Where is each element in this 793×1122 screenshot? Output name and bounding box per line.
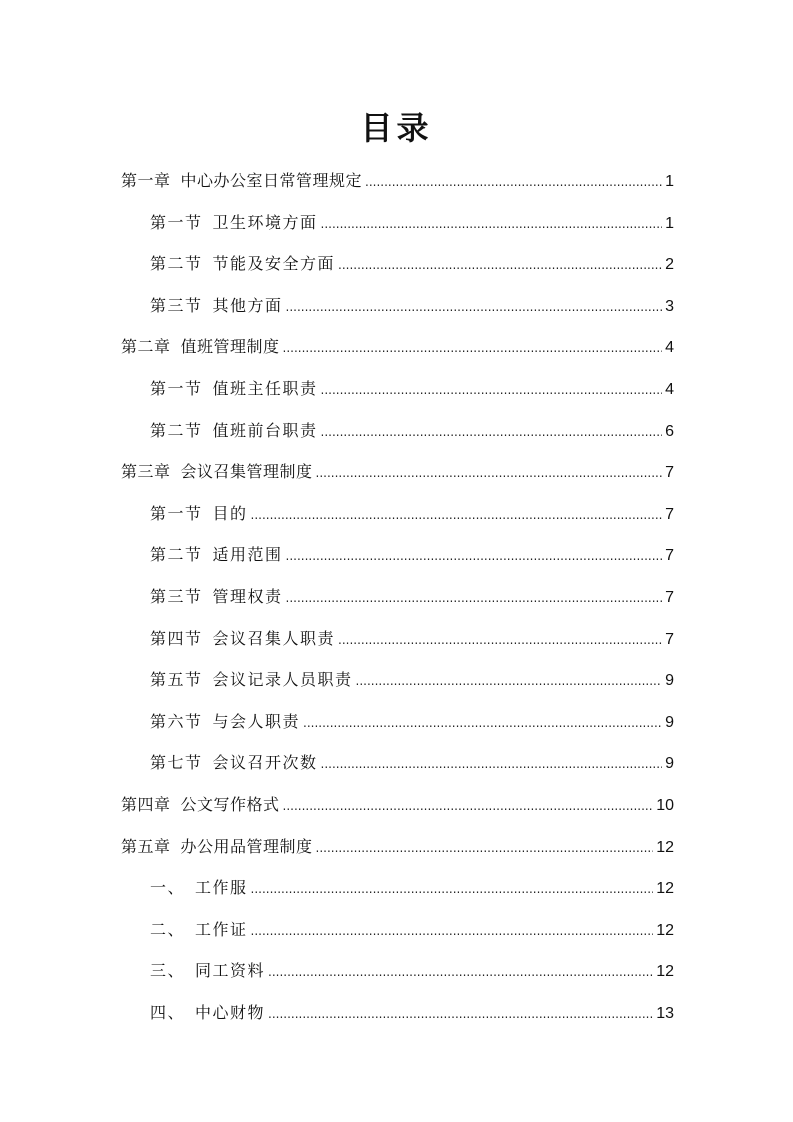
toc-page-number: 12 <box>656 838 674 856</box>
dot-leader <box>251 500 663 530</box>
toc-section-entry[interactable] <box>121 624 674 666</box>
toc-entry-number: 第三节 <box>150 586 203 606</box>
toc-entry-label <box>150 748 318 778</box>
toc-page-number: 9 <box>665 755 674 773</box>
toc-section-entry[interactable] <box>121 956 674 998</box>
toc-entry-text: 节能及安全方面 <box>212 254 336 274</box>
toc-entry-number: 第二节 <box>150 420 203 440</box>
dot-leader <box>286 292 663 322</box>
toc-section-entry[interactable] <box>121 915 674 957</box>
toc-entry-text: 管理权责 <box>212 586 283 606</box>
toc-entry-number: 第四章 <box>121 794 171 814</box>
toc-page-number: 1 <box>665 173 674 190</box>
toc-section-entry[interactable] <box>121 998 674 1040</box>
toc-entry-label <box>150 998 265 1028</box>
toc-entry-number: 第七节 <box>150 753 203 773</box>
toc-entry-text: 会议召集人职责 <box>212 628 336 648</box>
toc-section-entry[interactable] <box>121 208 674 250</box>
toc-entry-number: 第一章 <box>121 171 171 190</box>
toc-entry-number: 三、 <box>150 961 186 981</box>
dot-leader <box>321 749 663 779</box>
toc-entry-number: 第五节 <box>150 670 203 690</box>
dot-leader <box>356 666 663 696</box>
dot-leader <box>251 916 654 946</box>
toc-chapter-entry[interactable] <box>121 832 674 874</box>
toc-entry-number: 第三章 <box>121 462 171 482</box>
toc-section-entry[interactable] <box>121 707 674 749</box>
dot-leader <box>303 708 662 738</box>
toc-section-entry[interactable] <box>121 540 674 582</box>
toc-page-number: 12 <box>656 921 674 939</box>
dot-leader <box>338 625 662 655</box>
toc-entry-label <box>150 416 318 446</box>
toc-page-number: 9 <box>665 713 674 731</box>
toc-entry-label <box>150 499 248 529</box>
toc-entry-label <box>150 291 283 321</box>
toc-entry-text: 会议召开次数 <box>212 753 318 773</box>
toc-section-entry[interactable] <box>121 665 674 707</box>
toc-entry-label <box>121 790 280 820</box>
toc-entry-number: 第四节 <box>150 628 203 648</box>
toc-page-number: 6 <box>665 422 674 440</box>
toc-entry-number: 二、 <box>150 919 186 939</box>
toc-entry-text: 适用范围 <box>212 545 283 565</box>
toc-entry-label <box>150 915 248 945</box>
toc-chapter-entry[interactable] <box>121 790 674 832</box>
toc-title: 目录 <box>360 109 433 147</box>
toc-entry-label <box>150 249 335 279</box>
toc-page-number: 1 <box>665 214 674 232</box>
toc-list <box>121 166 674 1039</box>
toc-page-number: 2 <box>665 256 674 274</box>
dot-leader <box>321 375 663 405</box>
toc-entry-label <box>150 208 318 238</box>
toc-entry-label <box>121 832 313 862</box>
toc-page-number: 7 <box>665 547 674 565</box>
toc-entry-text: 值班前台职责 <box>212 420 318 440</box>
dot-leader <box>286 583 663 613</box>
toc-entry-number: 第二节 <box>150 545 203 565</box>
toc-entry-text: 工作服 <box>195 878 248 898</box>
toc-entry-number: 四、 <box>150 1002 186 1022</box>
toc-entry-text: 目的 <box>212 503 248 523</box>
toc-section-entry[interactable] <box>121 374 674 416</box>
toc-section-entry[interactable] <box>121 416 674 458</box>
toc-entry-text: 卫生环境方面 <box>212 212 318 232</box>
toc-entry-text: 工作证 <box>195 919 248 939</box>
toc-page-number: 7 <box>665 505 674 523</box>
toc-section-entry[interactable] <box>121 582 674 624</box>
toc-entry-text: 同工资料 <box>195 961 266 981</box>
toc-chapter-entry[interactable] <box>121 332 674 374</box>
toc-entry-text: 值班主任职责 <box>212 378 318 398</box>
toc-entry-label <box>121 332 280 362</box>
toc-page-number: 9 <box>665 672 674 690</box>
toc-entry-label <box>121 166 362 196</box>
toc-entry-label <box>150 956 265 986</box>
toc-entry-label <box>121 457 313 487</box>
toc-section-entry[interactable] <box>121 748 674 790</box>
toc-entry-label <box>150 624 335 654</box>
toc-entry-number: 第二章 <box>121 337 171 357</box>
toc-page-number: 7 <box>665 630 674 648</box>
toc-page-number: 4 <box>665 339 674 357</box>
toc-entry-text: 其他方面 <box>212 295 283 315</box>
toc-entry-label <box>150 665 353 695</box>
toc-entry-text: 与会人职责 <box>212 711 301 731</box>
toc-entry-number: 第三节 <box>150 295 203 315</box>
toc-section-entry[interactable] <box>121 499 674 541</box>
toc-page-number: 3 <box>665 297 674 315</box>
toc-entry-number: 第一节 <box>150 378 203 398</box>
dot-leader <box>321 417 663 447</box>
dot-leader <box>286 541 663 571</box>
toc-page-number: 10 <box>656 796 674 814</box>
dot-leader <box>283 791 654 821</box>
toc-entry-number: 第二节 <box>150 254 203 274</box>
dot-leader <box>316 458 663 488</box>
toc-section-entry[interactable] <box>121 249 674 291</box>
toc-section-entry[interactable] <box>121 291 674 333</box>
dot-leader <box>365 167 662 197</box>
toc-page-number: 12 <box>656 880 674 898</box>
toc-entry-label <box>150 374 318 404</box>
toc-entry-label <box>150 582 283 612</box>
toc-entry-number: 第五章 <box>121 836 171 856</box>
toc-entry-label <box>150 707 300 737</box>
toc-entry-text: 中心办公室日常管理规定 <box>180 171 363 190</box>
toc-page-number: 7 <box>665 464 674 482</box>
dot-leader <box>321 209 663 239</box>
toc-entry-text: 公文写作格式 <box>180 794 280 814</box>
toc-entry-number: 第一节 <box>150 212 203 232</box>
toc-entry-text: 值班管理制度 <box>180 337 280 357</box>
toc-chapter-entry[interactable] <box>121 166 674 208</box>
dot-leader <box>268 957 653 987</box>
toc-entry-text: 会议召集管理制度 <box>180 462 313 482</box>
toc-entry-text: 会议记录人员职责 <box>212 670 353 690</box>
toc-entry-label <box>150 540 283 570</box>
dot-leader <box>251 874 654 904</box>
toc-entry-label <box>150 873 248 903</box>
toc-section-entry[interactable] <box>121 873 674 915</box>
toc-chapter-entry[interactable] <box>121 457 674 499</box>
toc-entry-number: 第一节 <box>150 503 203 523</box>
dot-leader <box>338 250 662 280</box>
toc-entry-number: 一、 <box>150 878 186 898</box>
dot-leader <box>268 999 653 1029</box>
toc-entry-number: 第六节 <box>150 711 203 731</box>
toc-page-number: 12 <box>656 963 674 981</box>
toc-page-number: 13 <box>656 1004 674 1022</box>
dot-leader <box>283 333 663 363</box>
dot-leader <box>316 833 654 863</box>
toc-page-number: 4 <box>665 380 674 398</box>
toc-entry-text: 办公用品管理制度 <box>180 836 313 856</box>
toc-page-number: 7 <box>665 588 674 606</box>
toc-entry-text: 中心财物 <box>195 1002 266 1022</box>
